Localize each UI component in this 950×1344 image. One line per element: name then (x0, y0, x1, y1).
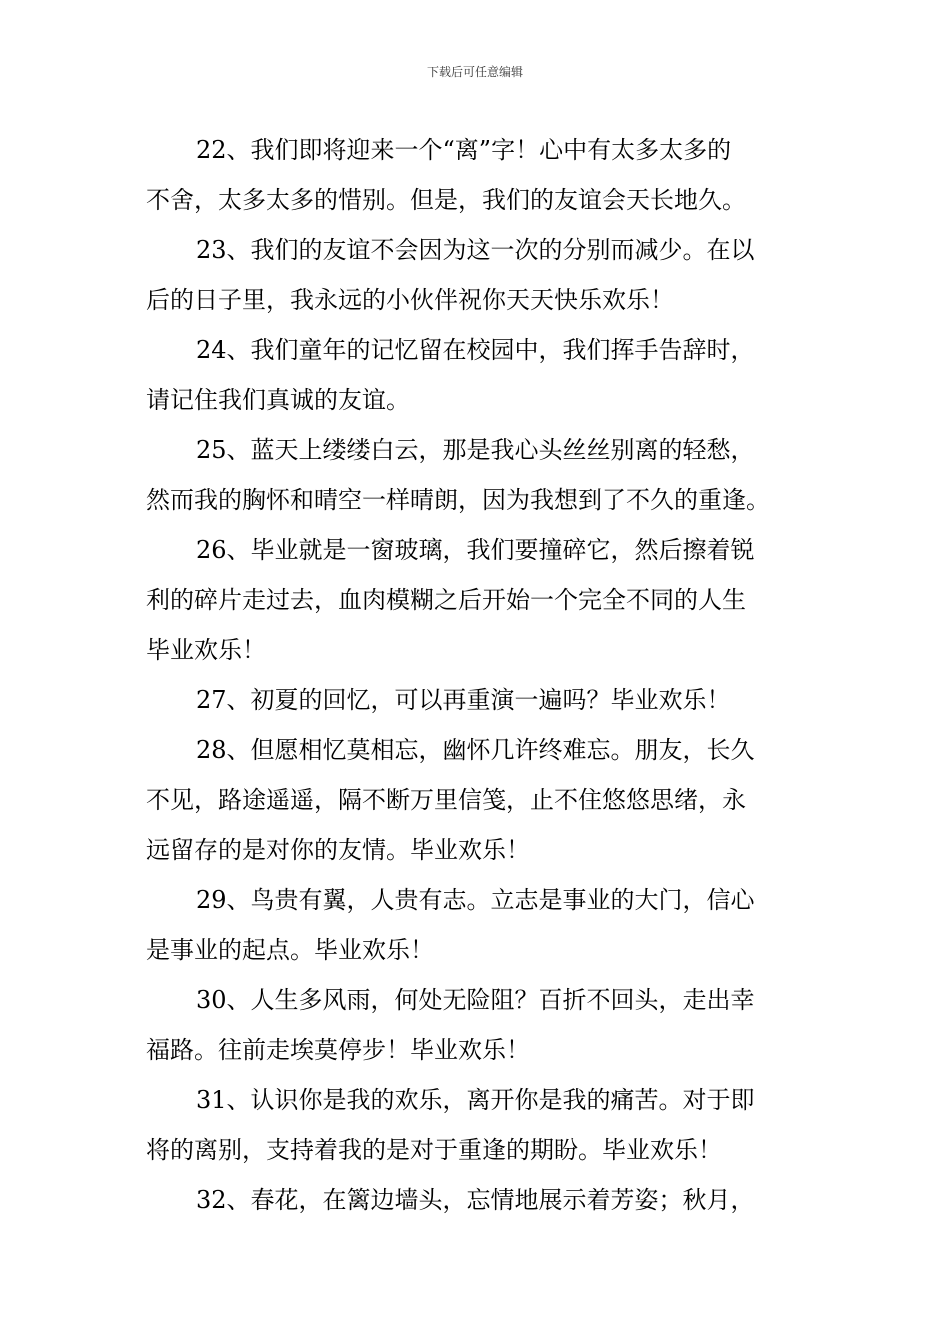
text-line: 24、我们童年的记忆留在校园中，我们挥手告辞时， (196, 336, 755, 364)
text-line: 利的碎片走过去，血肉模糊之后开始一个完全不同的人生 (146, 586, 746, 614)
text-line: 将的离别，支持着我的是对于重逢的期盼。毕业欢乐！ (146, 1136, 722, 1164)
text-line: 23、我们的友谊不会因为这一次的分别而减少。在以 (196, 236, 755, 264)
text-line: 30、人生多风雨，何处无险阻？百折不回头，走出幸 (196, 986, 755, 1014)
text-line: 25、蓝天上缕缕白云，那是我心头丝丝别离的轻愁， (196, 436, 755, 464)
text-line: 后的日子里，我永远的小伙伴祝你天天快乐欢乐！ (146, 286, 674, 314)
document-body (146, 125, 808, 1225)
text-line: 26、毕业就是一窗玻璃，我们要撞碎它，然后擦着锐 (196, 536, 755, 564)
text-line: 31、认识你是我的欢乐，离开你是我的痛苦。对于即 (196, 1086, 755, 1114)
text-line: 32、春花，在篱边墙头，忘情地展示着芳姿；秋月， (196, 1186, 755, 1214)
text-line: 是事业的起点。毕业欢乐！ (146, 936, 434, 964)
text-line: 然而我的胸怀和晴空一样晴朗，因为我想到了不久的重逢。 (146, 486, 770, 514)
text-line: 远留存的是对你的友情。毕业欢乐！ (146, 836, 530, 864)
text-line: 请记住我们真诚的友谊。 (146, 386, 410, 414)
page-header: 下载后可任意编辑 (426, 65, 523, 79)
text-line: 29、鸟贵有翼，人贵有志。立志是事业的大门，信心 (196, 886, 755, 914)
text-line: 27、初夏的回忆，可以再重演一遍吗？毕业欢乐！ (196, 686, 731, 714)
text-line: 不见，路途遥遥，隔不断万里信笺，止不住悠悠思绪，永 (146, 786, 746, 814)
text-line: 福路。往前走埃莫停步！毕业欢乐！ (146, 1036, 530, 1064)
text-line: 毕业欢乐！ (146, 636, 266, 664)
text-line: 22、我们即将迎来一个“离”字！心中有太多太多的 (196, 136, 732, 164)
text-line: 28、但愿相忆莫相忘，幽怀几许终难忘。朋友，长久 (196, 736, 755, 764)
text-line: 不舍，太多太多的惜别。但是，我们的友谊会天长地久。 (146, 186, 746, 214)
